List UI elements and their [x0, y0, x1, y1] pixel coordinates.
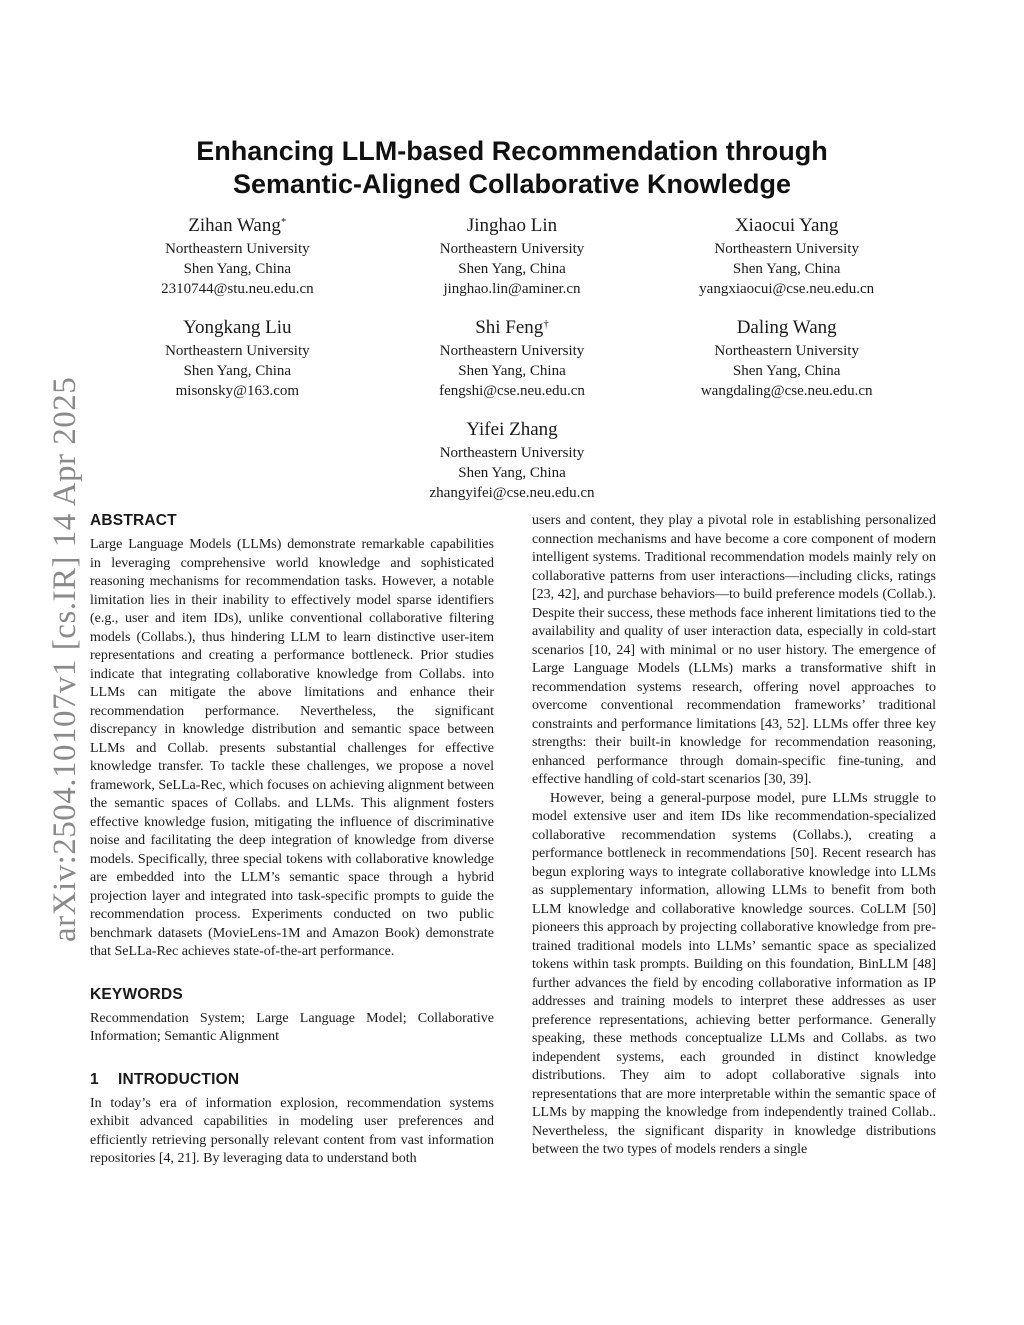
section-title: INTRODUCTION	[118, 1070, 240, 1088]
author-card	[100, 315, 375, 401]
author-card	[100, 213, 375, 299]
author-card	[649, 315, 924, 401]
author-location: Shen Yang, China	[732, 363, 841, 379]
author-email[interactable]: 2310744@stu.neu.edu.cn	[161, 281, 314, 297]
author-location: Shen Yang, China	[183, 363, 292, 379]
author-email[interactable]: fengshi@cse.neu.edu.cn	[439, 383, 585, 399]
author-card	[649, 213, 924, 299]
author-card	[375, 315, 650, 401]
author-card	[375, 213, 650, 299]
author-location: Shen Yang, China	[183, 261, 292, 277]
intro-paragraph-1-continued: users and content, they play a pivotal role in establishing personalized connection mechanisms and have become a core component of modern intelligent systems. Traditional recommendation models mainly rely on collaborative patterns from user interactions—including clicks, ratings [23, 42], and purchase behaviors—to build preference models (Collab.). Despite their success, these methods face inherent limitations tied to the availability and quality of user interaction data, especially in cold-start scenarios [10, 24] with minimal or no user history. The emergence of Large Language Models (LLMs) marks a transformative shift in recommendation systems research, offering novel approaches to overcome conventional recommendation frameworks’ traditional constraints and performance limitations [43, 52]. LLMs offer three key strengths: their built-in knowledge for recommendation reasoning, enhanced performance through domain-specific fine-tuning, and effective handling of cold-start scenarios [30, 39].	[532, 513, 936, 787]
author-affiliation: Northeastern University	[714, 343, 859, 359]
author-email[interactable]: misonsky@163.com	[175, 383, 300, 399]
left-column	[90, 510, 494, 1169]
author-location: Shen Yang, China	[732, 261, 841, 277]
author-email[interactable]: wangdaling@cse.neu.edu.cn	[700, 383, 873, 399]
author-location: Shen Yang, China	[458, 261, 566, 277]
author-affiliation: Northeastern University	[714, 241, 859, 257]
author-mark: †	[543, 318, 549, 330]
author-location: Shen Yang, China	[458, 363, 566, 379]
keywords-text: Recommendation System; Large Language Model; Collaborative Information; Semantic Alignment	[90, 1010, 494, 1044]
author-location: Shen Yang, China	[458, 465, 566, 481]
author-name: Daling Wang	[736, 317, 837, 338]
arxiv-identifier: arXiv:2504.10107v1 [cs.IR] 14 Apr 2025	[47, 376, 83, 942]
abstract-text: Large Language Models (LLMs) demonstrate remarkable capabilities in leveraging comprehensive world knowledge and sophisticated reasoning mechanisms for recommendation tasks. However, a notable limitation lies in their inability to effectively model sparse identifiers (e.g., user and item IDs), unlike conventional collaborative filtering models (Collabs.), thus hindering LLM to learn distinctive user-item representations and creating a performance bottleneck. Prior studies indicate that integrating collaborative knowledge from Collabs. into LLMs can mitigate the above limitations and enhance their recommendation performance. Nevertheless, the significant discrepancy in knowledge distribution and semantic space between LLMs and Collab. presents substantial challenges for effective knowledge transfer. To tackle these challenges, we propose a novel framework, SeLLa-Rec, which focuses on achieving alignment between the semantic spaces of Collabs. and LLMs. This alignment fosters effective knowledge fusion, mitigating the influence of discriminative noise and facilitating the deep integration of knowledge from diverse models. Specifically, three special tokens with collaborative knowledge are embedded into the LLM’s semantic space through a hybrid projection layer and integrated into task-specific prompts to guide the recommendation process. Experiments conducted on two public benchmark datasets (MovieLens-1M and Amazon Book) demonstrate that SeLLa-Rec achieves state-of-the-art performance.	[90, 537, 494, 959]
intro-paragraph-2: However, being a general-purpose model, pure LLMs struggle to model extensive user and item IDs like recommendation-specialized collaborative recommendation systems (Collabs.), creating a performance bottleneck in recommendations [50]. Recent research has begun exploring ways to integrate collaborative knowledge into LLMs as supplementary information, allowing LLMs to benefit from both LLM knowledge and collaborative knowledge sources. CoLLM [50] pioneers this approach by projecting collaborative knowledge from pre-trained traditional models into LLMs’ semantic space as specialized tokens within task prompts. Building on this foundation, BinLLM [48] further advances the field by encoding collaborative information as IP addresses and training models to interpret these addresses as user preference representations, achieving better performance. Generally speaking, these methods conceptualize LLMs and Collabs. as two independent systems, each grounded in distinct knowledge distributions. They aim to adopt collaborative signals into representations that are more interpretable within the semantic space of LLMs by mapping the knowledge from independently trained Collab.. Nevertheless, the significant disparity in knowledge distributions between the two types of models renders a single	[532, 790, 936, 1157]
author-affiliation: Northeastern University	[165, 343, 310, 359]
author-name: Yifei Zhang	[466, 419, 558, 440]
author-email[interactable]: jinghao.lin@aminer.cn	[443, 281, 581, 297]
author-affiliation: Northeastern University	[165, 241, 310, 257]
title-line-1: Enhancing LLM-based Recommendation through	[196, 136, 828, 166]
author-email[interactable]: yangxiaocui@cse.neu.edu.cn	[699, 281, 875, 297]
abstract-heading: ABSTRACT	[90, 512, 177, 529]
introduction-heading	[90, 1069, 494, 1091]
author-name: Yongkang Liu	[183, 317, 292, 338]
author-affiliation: Northeastern University	[439, 241, 585, 257]
author-email[interactable]: zhangyifei@cse.neu.edu.cn	[429, 485, 595, 501]
author-row-2	[100, 315, 924, 401]
author-mark: *	[280, 216, 287, 228]
author-row-3	[100, 417, 924, 503]
author-name: Jinghao Lin	[466, 215, 558, 236]
author-name: Xiaocui Yang	[734, 215, 839, 236]
right-column	[532, 512, 936, 1160]
author-card	[375, 417, 650, 503]
title-line-2: Semantic-Aligned Collaborative Knowledge	[232, 169, 792, 199]
keywords-heading: KEYWORDS	[90, 985, 183, 1003]
intro-paragraph-1-start: In today’s era of information explosion, recommendation systems exhibit advanced capabilities in modeling user preferences and efficiently retrieving personally relevant content from vast information repositories [4, 21]. By leveraging data to understand both	[90, 1095, 494, 1166]
section-number: 1	[90, 1070, 99, 1088]
author-affiliation: Northeastern University	[439, 343, 585, 359]
author-affiliation: Northeastern University	[439, 445, 585, 461]
author-block	[100, 213, 924, 503]
author-row-1	[100, 213, 924, 299]
author-name: Zihan Wang	[188, 215, 281, 236]
paper-title	[100, 135, 924, 201]
author-name: Shi Feng	[475, 317, 544, 338]
